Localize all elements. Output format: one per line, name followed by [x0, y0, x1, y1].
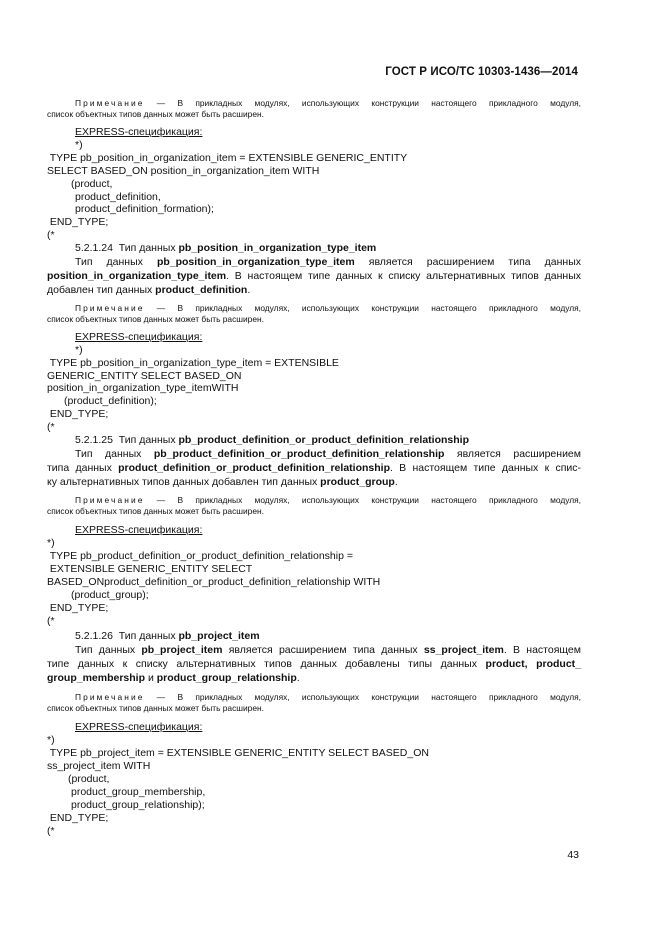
code-line: GENERIC_ENTITY SELECT BASED_ON	[47, 370, 242, 382]
code-line: END_TYPE;	[47, 216, 109, 228]
code-line: (product_definition);	[64, 395, 157, 407]
express-label: EXPRESS-спецификация:	[75, 721, 203, 733]
note-line: Примечание — В прикладных модулях, использующих конструкции настоящего прикладного модуля,	[75, 98, 581, 108]
body-line: ку альтернативных типов данных добавлен тип данных product_group.	[47, 476, 398, 488]
code-line: *)	[75, 344, 83, 356]
code-line: EXTENSIBLE GENERIC_ENTITY SELECT	[47, 563, 253, 575]
code-line: product_group_relationship);	[71, 799, 205, 811]
page-number: 43	[567, 849, 579, 861]
code-line: (product_group);	[71, 589, 149, 601]
code-line: TYPE pb_position_in_organization_item = EXTENSIBLE GENERIC_ENTITY	[47, 152, 408, 164]
code-line: *)	[75, 139, 83, 151]
express-label: EXPRESS-спецификация:	[75, 126, 203, 138]
note-line: список объектных типов данных может быть расширен.	[47, 314, 264, 324]
code-line: ss_project_item WITH	[47, 760, 151, 772]
express-label: EXPRESS-спецификация:	[75, 524, 203, 536]
code-line: TYPE pb_position_in_organization_type_item = EXTENSIBLE	[47, 357, 339, 369]
code-line: (*	[47, 421, 55, 433]
note-line: Примечание — В прикладных модулях, использующих конструкции настоящего прикладного модуля,	[75, 303, 581, 313]
code-line: (product,	[71, 178, 113, 190]
body-line: Тип данных pb_position_in_organization_type_item является расширением типа данных	[75, 256, 581, 268]
code-line: END_TYPE;	[47, 602, 109, 614]
express-label: EXPRESS-спецификация:	[75, 331, 203, 343]
code-line: END_TYPE;	[47, 408, 109, 420]
code-line: product_definition_formation);	[75, 203, 214, 215]
section-heading: 5.2.1.25 Тип данных pb_product_definition_or_product_definition_relationship	[75, 434, 469, 446]
code-line: (*	[47, 615, 55, 627]
code-line: *)	[47, 537, 55, 549]
code-line: product_group_membership,	[71, 786, 206, 798]
code-line: product_definition,	[75, 191, 161, 203]
body-line: типа данных product_definition_or_product_definition_relationship. В настоящем типе данных к спис-	[47, 462, 581, 474]
body-line: типе данных к списку альтернативных типов данных добавлены типы данных product, product_	[47, 658, 581, 670]
code-line: SELECT BASED_ON position_in_organization_item WITH	[47, 165, 320, 177]
section-heading: 5.2.1.24 Тип данных pb_position_in_organization_type_item	[75, 242, 377, 254]
code-line: *)	[47, 734, 55, 746]
body-line: position_in_organization_type_item. В настоящем типе данных к списку альтернативных типов данных	[47, 270, 581, 282]
note-line: список объектных типов данных может быть расширен.	[47, 109, 264, 119]
code-line: (*	[47, 229, 55, 241]
section-heading: 5.2.1.26 Тип данных pb_project_item	[75, 630, 260, 642]
note-line: список объектных типов данных может быть расширен.	[47, 506, 264, 516]
standard-header: ГОСТ Р ИСО/ТС 10303-1436—2014	[385, 66, 578, 78]
note-line: Примечание — В прикладных модулях, использующих конструкции настоящего прикладного модуля,	[75, 692, 581, 702]
body-line: добавлен тип данных product_definition.	[47, 284, 251, 296]
code-line: END_TYPE;	[47, 812, 109, 824]
code-line: position_in_organization_type_itemWITH	[47, 382, 239, 394]
body-line: Тип данных pb_project_item является расширением типа данных ss_project_item. В настоящем	[75, 644, 581, 656]
code-line: BASED_ONproduct_definition_or_product_definition_relationship WITH	[47, 576, 381, 588]
code-line: (*	[47, 825, 55, 837]
code-line: TYPE pb_product_definition_or_product_definition_relationship =	[47, 550, 353, 562]
code-line: (product,	[68, 773, 110, 785]
note-line: список объектных типов данных может быть расширен.	[47, 703, 264, 713]
body-line: group_membership и product_group_relationship.	[47, 672, 300, 684]
note-line: Примечание — В прикладных модулях, использующих конструкции настоящего прикладного модуля,	[75, 495, 581, 505]
body-line: Тип данных pb_product_definition_or_product_definition_relationship является расширением	[75, 448, 581, 460]
code-line: TYPE pb_project_item = EXTENSIBLE GENERIC_ENTITY SELECT BASED_ON	[47, 747, 429, 759]
